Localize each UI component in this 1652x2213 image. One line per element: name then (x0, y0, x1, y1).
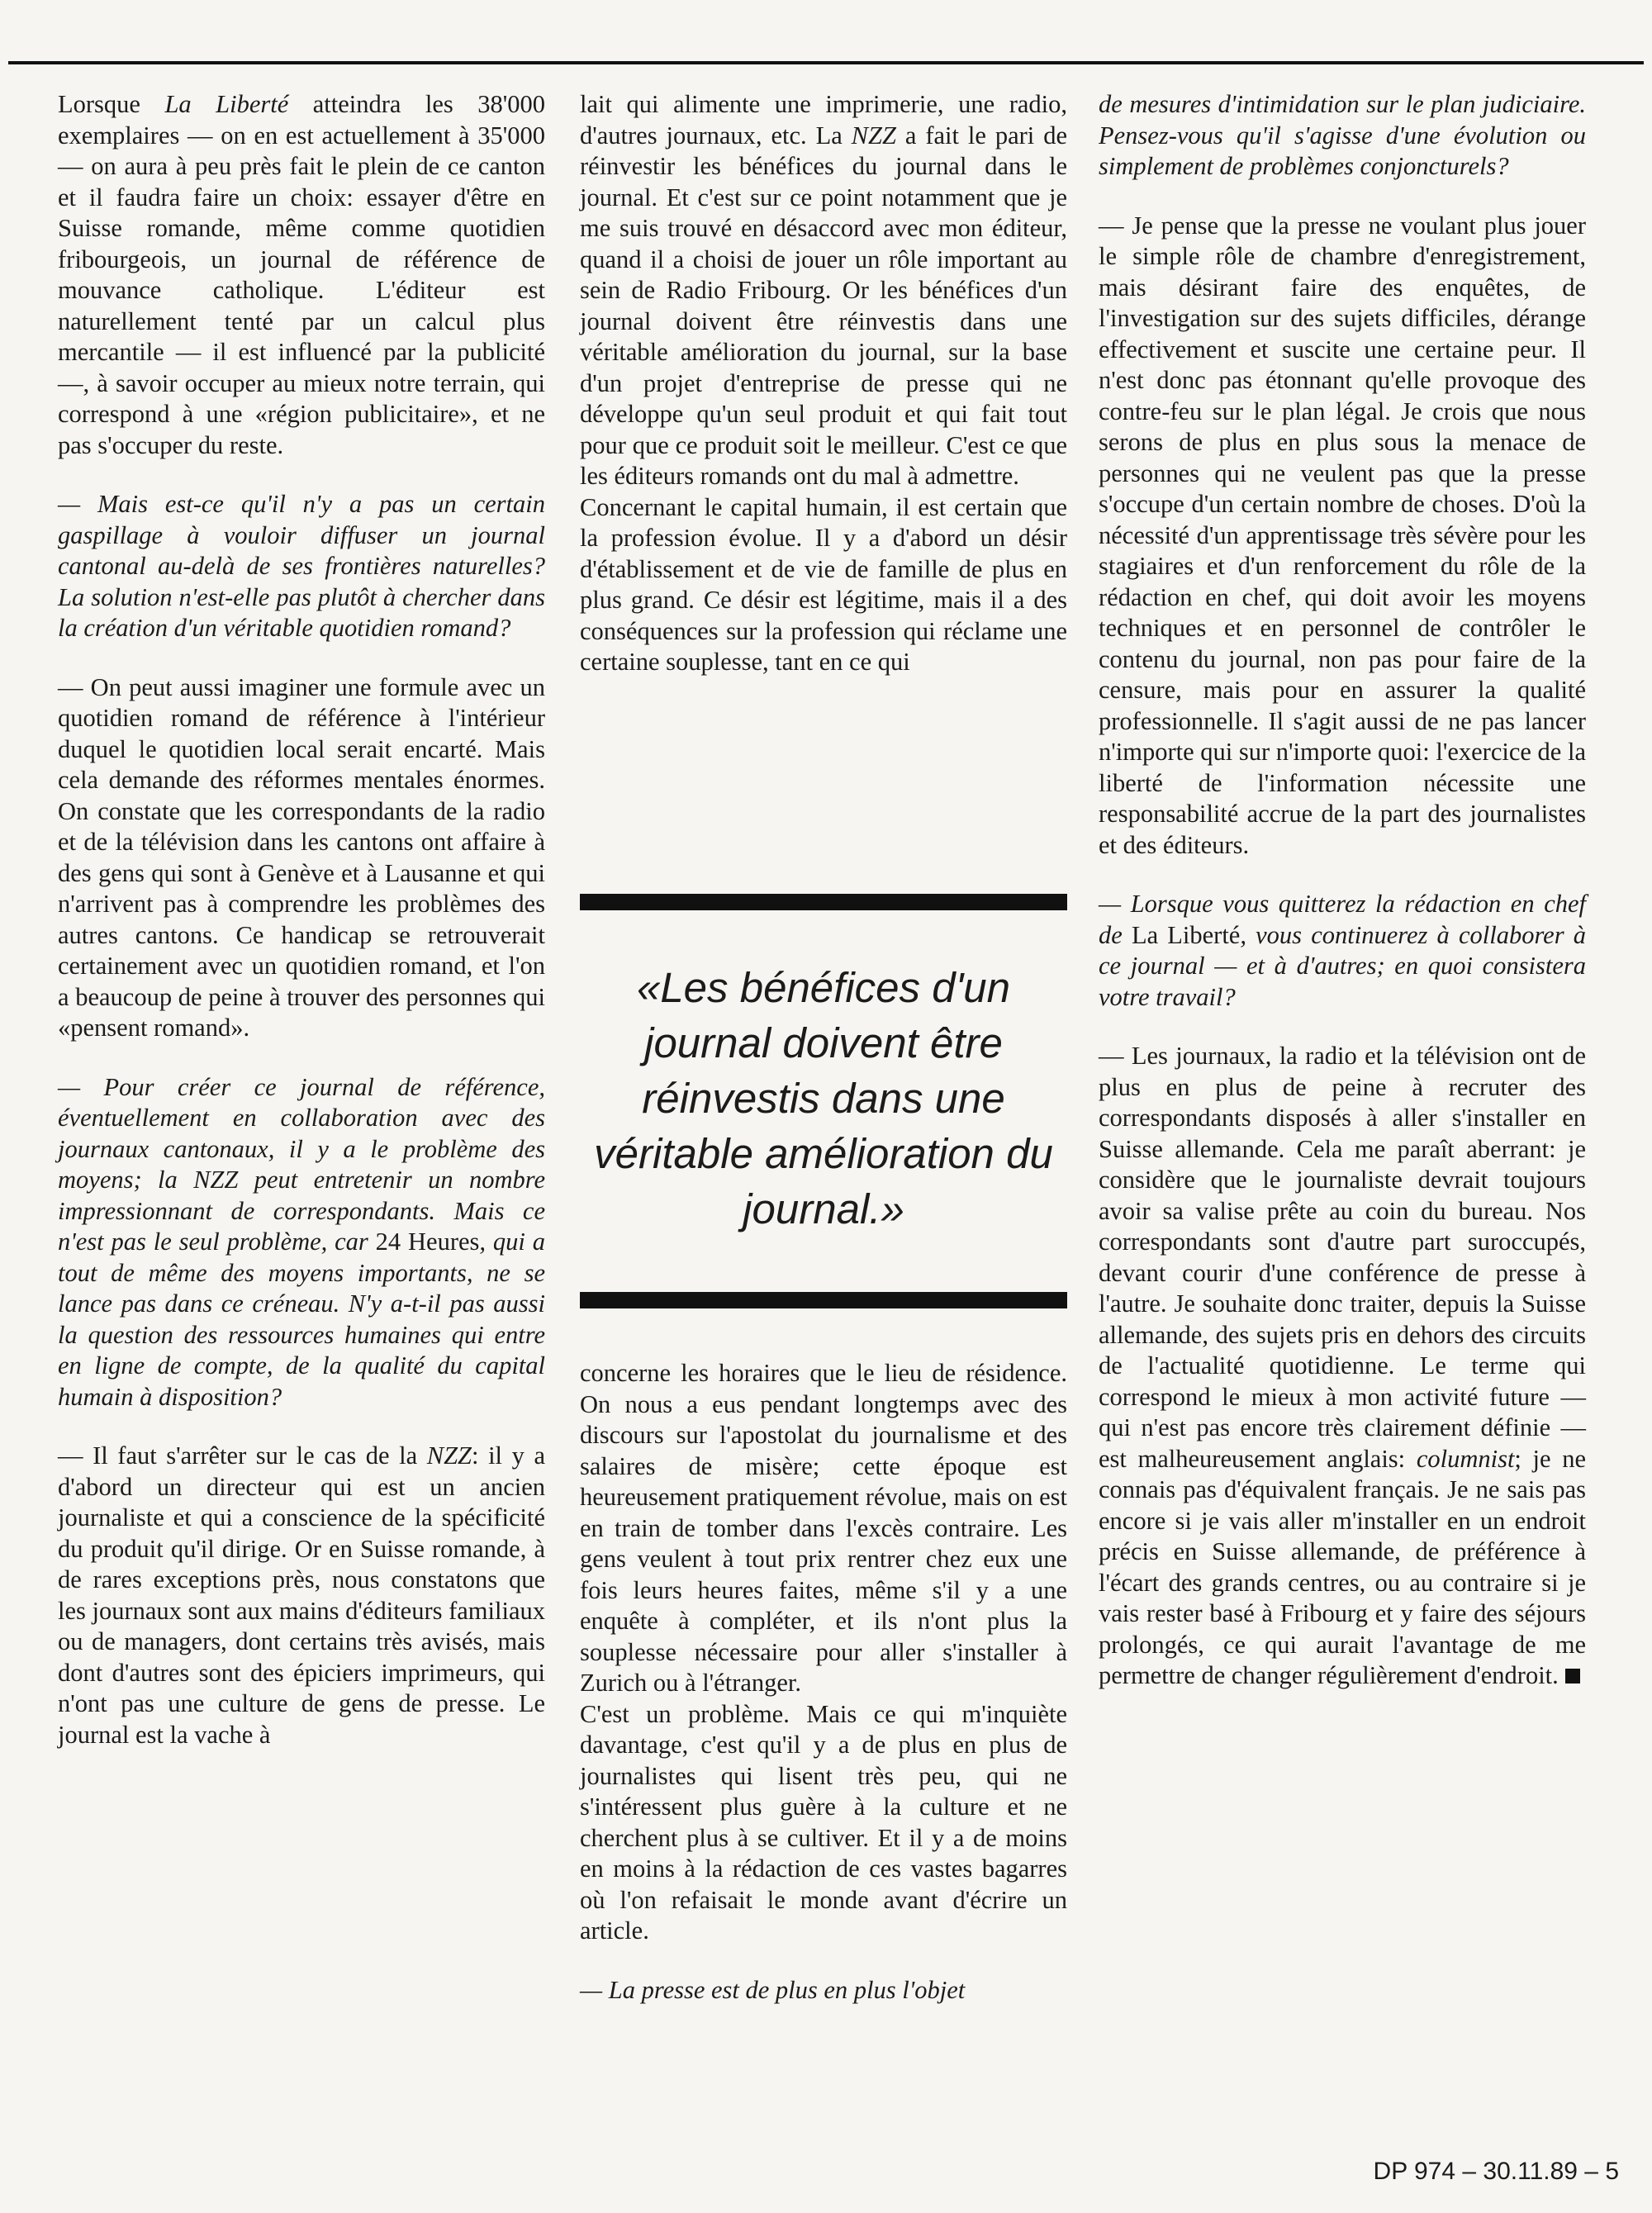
newspaper-title: 24 Heures (375, 1228, 480, 1256)
top-rule (8, 61, 1644, 64)
paragraph: concerne les horaires que le lieu de résidence. On nous a eus pendant longtemps avec des discours sur l'apostolat du journalisme et des salaires de misère; cette époque est heureusement pratiquement révolue, mais on est en train de tomber dans l'excès contraire. Les gens veulent à tout prix rentrer chez eux une fois leurs heures faites, même s'il y a une enquête à compléter, et ils n'ont plus la souplesse nécessaire pour aller s'installer à Zurich ou à l'étranger. (580, 1359, 1067, 1697)
newspaper-title: NZZ (851, 121, 896, 150)
paragraph: Concernant le capital humain, il est certain que la profession évolue. Il y a d'abord un désir d'établissement et de vie de famille de plus en plus grand. Ce désir est légitime, mais il a des conséquences sur la profession qui réclame une certaine souplesse, tant en ce qui (580, 492, 1067, 676)
pull-quote-text: «Les bénéfices d'un journal doivent être réinvestis dans une véritable amélioration du journal.» (594, 964, 1053, 1232)
pull-quote-rule-bottom (580, 1292, 1067, 1308)
paragraph: — Il faut s'arrêter sur le cas de la NZZ: il y a d'abord un directeur qui est un ancien journaliste et qui a conscience de la spécificité du produit qu'il dirige. Or en Suisse romande, à de rares exceptions près, nous constatons que les journaux sont aux mains d'éditeurs familiaux ou de managers, dont certains très avisés, mais dont d'autres sont des épiciers imprimeurs, qui n'ont pas une culture de gens de presse. Le journal est la vache à (58, 1441, 545, 1749)
interview-question: — Mais est-ce qu'il n'y a pas un certain gaspillage à vouloir diffuser un journal cantonal au-delà de ses frontières naturelles? La solution n'est-elle pas plutôt à chercher dans la création d'un véritable quotidien romand? (58, 490, 545, 642)
column-3 (1099, 89, 1586, 1692)
newspaper-title: La Liberté (164, 90, 289, 118)
paragraph: C'est un problème. Mais ce qui m'inquiète davantage, c'est qu'il y a de plus en plus de journalistes qui lisent très peu, qui ne s'intéressent plus guère à la culture et ne cherchent plus à se cultiver. Et il y a de moins en moins à la rédaction de ces vastes bagarres où l'on refaisait le monde avant d'écrire un article. (580, 1699, 1067, 1945)
paragraph: lait qui alimente une imprimerie, une radio, d'autres journaux, etc. La NZZ a fait le pari de réinvestir les bénéfices du journal dans le journal. Et c'est sur ce point notamment que je me suis trouvé en désaccord avec mon éditeur, quand il a choisi de jouer un rôle important au sein de Radio Fribourg. Or les bénéfices d'un journal doivent être réinvestis dans une véritable amélioration du journal, sur la base d'un projet d'entreprise de presse qui ne développe qu'un seul produit et qui fait tout pour que ce produit soit le meilleur. C'est ce que les éditeurs romands ont du mal à admettre. (580, 90, 1067, 490)
paragraph: — Les journaux, la radio et la télévision ont de plus en plus de peine à recruter des correspondants disposés à aller s'installer en Suisse allemande. Cela me paraît aberrant: je considère que le journaliste devrait toujours avoir sa valise prête au coin du bureau. Nos correspondants sont d'autre part suroccupés, devant courir d'une conférence de presse à l'autre. Je souhaite donc traiter, depuis la Suisse allemande, des sujets pris en dehors des circuits de l'actualité quotidienne. Le terme qui correspond le mieux à mon activité future — qui n'est pas encore très clairement définie — est malheureusement anglais: columnist; je ne connais pas d'équivalent français. Je ne sais pas encore si je vais aller m'installer en un endroit précis en Suisse allemande, de préférence à l'écart des grands centres, ou au contraire si je vais rester basé à Fribourg et y faire des séjours prolongés, ce qui aurait l'avantage de me permettre de changer régulièrement d'endroit. (1099, 1042, 1586, 1689)
paragraph: — Je pense que la presse ne voulant plus jouer le simple rôle de chambre d'enregistrement, mais désirant faire des enquêtes, de l'investigation sur des sujets difficiles, dérange effectivement et suscite une certaine peur. Il n'est donc pas étonnant qu'elle provoque des contre-feu sur le plan légal. Je crois que nous serons de plus en plus sous la menace de personnes qui ne veulent pas que la presse s'occupe d'un certain nombre de choses. D'où la nécessité d'un apprentissage très sévère pour les stagiaires et d'un renforcement du rôle de la rédaction en chef, qui doit avoir les moyens techniques et en personnel de contrôler le contenu du journal, non pas pour faire de la censure, mais pour en assurer la qualité professionnelle. Il s'agit aussi de ne pas lancer n'importe qui sur n'importe quoi: l'exercice de la liberté de l'information nécessite une responsabilité accrue de la part des journalistes et des éditeurs. (1099, 211, 1586, 859)
interview-question: — Pour créer ce journal de référence, éventuellement en collaboration avec des journaux cantonaux, il y a le problème des moyens; la NZZ peut entretenir un nombre impressionnant de correspondants. Mais ce n'est pas le seul problème, car 24 Heures, qui a tout de même des moyens importants, ne se lance pas dans ce créneau. N'y a-t-il pas aussi la question des ressources humaines qui entre en ligne de compte, de la qualité du capital humain à disposition? (58, 1072, 545, 1411)
pull-quote (580, 894, 1067, 1308)
interview-question: — La presse est de plus en plus l'objet (580, 1975, 966, 2004)
end-of-article-square-icon (1565, 1669, 1580, 1683)
page-footer: DP 974 – 30.11.89 – 5 (1373, 2158, 1619, 2185)
column-2-bottom (580, 1358, 1067, 2006)
interview-question: — Lorsque vous quitterez la rédaction en chef de La Liberté, vous continuerez à collaborer à ce journal — et à d'autres; en quoi consistera votre travail? (1099, 890, 1587, 1011)
paragraph: — On peut aussi imaginer une formule avec un quotidien romand de référence à l'intérieur duquel le quotidien local serait encarté. Mais cela demande des réformes mentales énormes. On constate que les correspondants de la radio et de la télévision dans les cantons ont affaire à des gens qui sont à Genève et à Lausanne et qui n'arrivent pas à comprendre les problèmes des autres cantons. Ce handicap se retrouverait certainement avec un quotidien romand, et l'on a beaucoup de peine à trouver des personnes qui «pensent romand». (58, 672, 545, 1042)
column-1 (58, 89, 545, 1750)
newspaper-title: NZZ (426, 1441, 472, 1470)
emphasis: columnist (1416, 1444, 1515, 1473)
pull-quote-rule-top (580, 894, 1067, 910)
interview-question: de mesures d'intimidation sur le plan judiciaire. Pensez-vous qu'il s'agisse d'une évolution ou simplement de problèmes conjoncturels? (1099, 90, 1586, 180)
column-2-top (580, 89, 1067, 678)
paragraph: Lorsque La Liberté atteindra les 38'000 exemplaires — on en est actuellement à 35'000 — on aura à peu près fait le plein de ce canton et il faudra faire un choix: essayer d'être en Suisse romande, même comme quotidien fribourgeois, un journal de référence de mouvance catholique. L'éditeur est naturellement tenté par un calcul plus mercantile — il est influencé par la publicité —, à savoir occuper au mieux notre terrain, qui correspond à une «région publicitaire», et ne pas s'occuper du reste. (58, 90, 545, 459)
newspaper-title: La Liberté (1131, 920, 1241, 949)
